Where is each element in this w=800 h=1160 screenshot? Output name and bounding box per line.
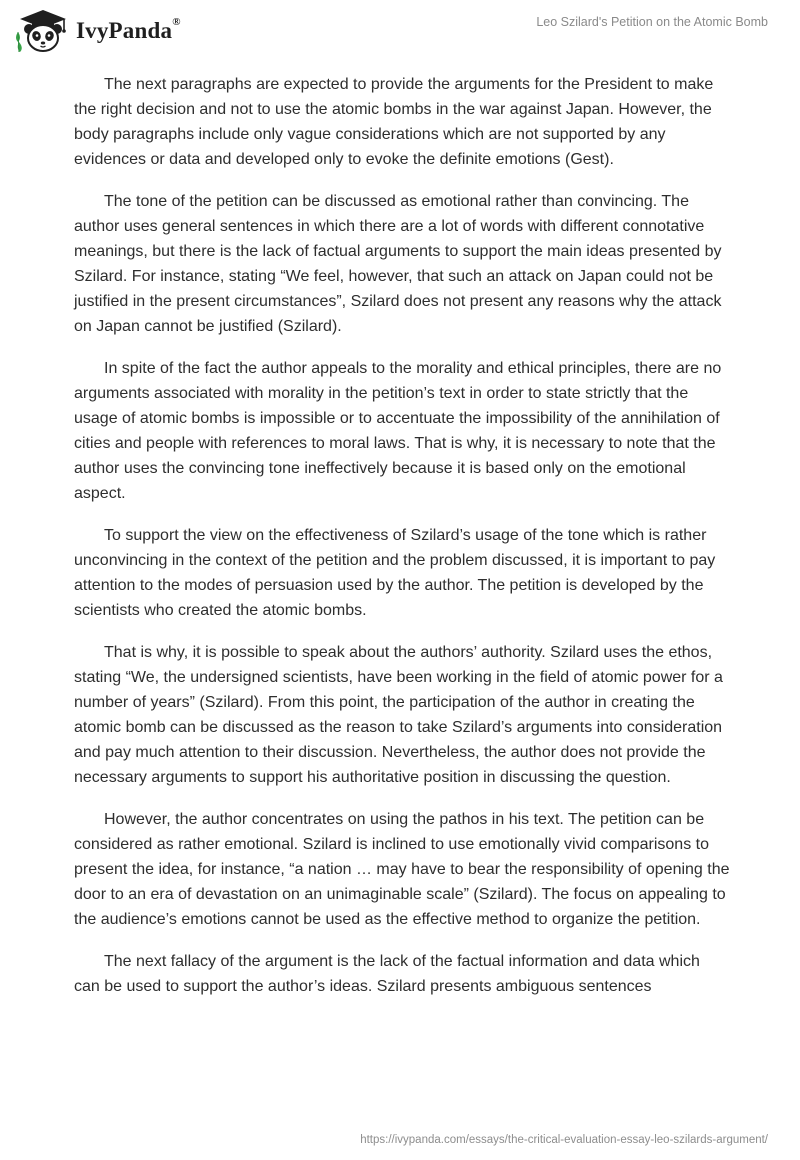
- paragraph: To support the view on the effectiveness of Szilard’s usage of the tone which is rather unconvincing in the context of the petition and the problem discussed, it is important to pay attention to the modes of persuasion used by the author. The petition is developed by the scientists who created the atomic bombs.: [74, 527, 716, 619]
- paragraph: The tone of the petition can be discussed as emotional rather than convincing. The author uses general sentences in which there are a lot of words with different connotative meanings, but there is the lack of factual arguments to support the main ideas presented by Szilard. For instance, stating “We feel, however, that such an attack on Japan could not be justified in the present circumstances”, Szilard does not present any reasons why the attack on Japan cannot be justified (Szilard).: [74, 193, 722, 335]
- paragraph: That is why, it is possible to speak about the authors’ authority. Szilard uses the ethos, stating “We, the undersigned scientists, have been working in the field of atomic power for a number of years” (Szilard). From this point, the participation of the author in creating the atomic bomb can be discussed as the reason to take Szilard’s arguments into consideration and pay much attention to their discussion. Nevertheless, the author does not provide the necessary arguments to support his authoritative position in discussing the question.: [74, 644, 723, 786]
- source-url-link[interactable]: https://ivypanda.com/essays/the-critical-evaluation-essay-leo-szilards-argument/: [360, 1134, 768, 1146]
- document-title: Leo Szilard's Petition on the Atomic Bomb: [536, 15, 768, 29]
- ivypanda-logo[interactable]: [14, 8, 181, 54]
- brand-name: IvyPanda®: [76, 16, 181, 43]
- panda-graduate-icon: [14, 8, 72, 54]
- essay-body: [74, 72, 730, 1016]
- paragraph: However, the author concentrates on using the pathos in his text. The petition can be considered as rather emotional. Szilard is inclined to use emotionally vivid comparisons to present the idea, for instance, “a nation … may have to bear the responsibility of opening the door to an era of devastation on an unimaginable scale” (Szilard). The focus on appealing to the audience’s emotions cannot be used as the effective method to organize the petition.: [74, 811, 730, 928]
- paragraph: In spite of the fact the author appeals to the morality and ethical principles, there are no arguments associated with morality in the petition’s text in order to state strictly that the usage of atomic bombs is impossible or to accentuate the impossibility of the annihilation of cities and people with references to moral laws. That is why, it is necessary to note that the author uses the convincing tone ineffectively because it is based only on the emotional aspect.: [74, 360, 722, 502]
- paragraph: The next paragraphs are expected to provide the arguments for the President to make the right decision and not to use the atomic bombs in the war against Japan. However, the body paragraphs include only vague considerations which are not supported by any evidences or data and developed only to evoke the definite emotions (Gest).: [74, 76, 714, 168]
- paragraph: The next fallacy of the argument is the lack of the factual information and data which can be used to support the author’s ideas. Szilard presents ambiguous sentences: [74, 953, 700, 995]
- page-header: [0, 0, 800, 60]
- registered-mark: ®: [172, 16, 181, 28]
